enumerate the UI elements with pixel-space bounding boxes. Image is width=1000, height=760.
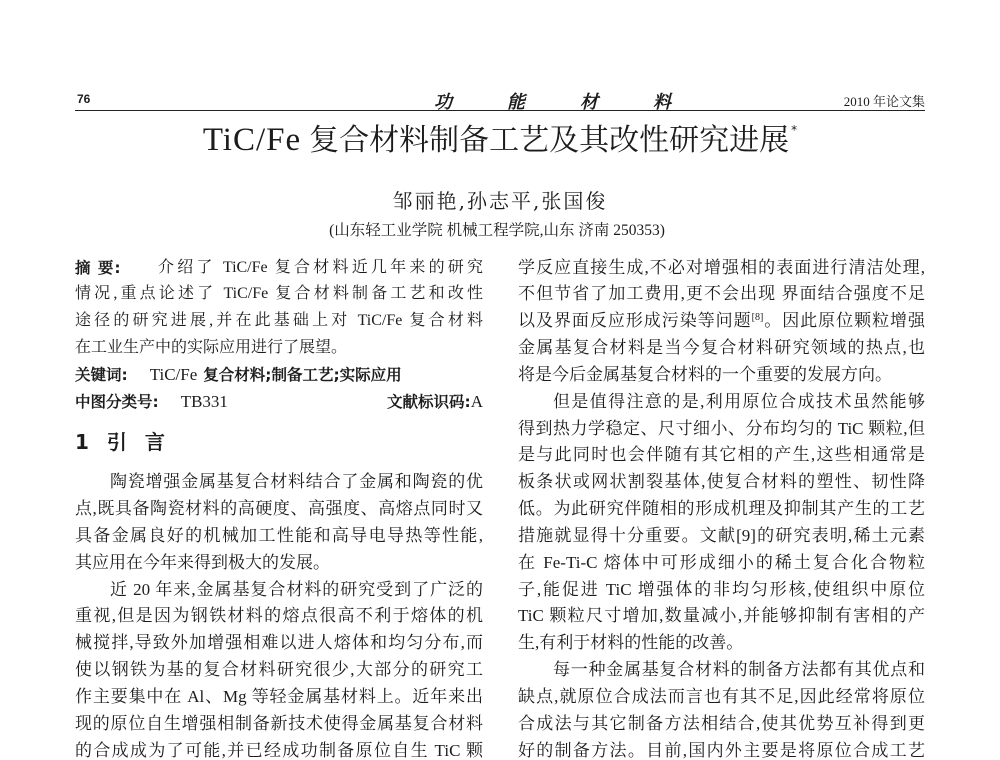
left-column [75,255,483,760]
paragraph [518,389,925,657]
abstract-label: 摘 要: [75,258,122,277]
text-line: 具备金属良好的机械加工性能和高导电导热等性能, [75,525,483,545]
citation-ref: [8] [751,312,764,324]
text-line: 学反应直接生成,不必对增强相的表面进行清洁处理, [518,257,925,277]
clc-value: TB331 [180,391,228,411]
keywords-items: 复合材料;制备工艺;实际应用 [203,365,402,384]
title-footnote-mark: * [791,123,798,137]
doc-code-label: 文献标识码: [387,392,471,411]
abstract-line: 情况,重点论述了 TiC/Fe 复合材料制备工艺和改性 [75,285,483,303]
text-line: TiC 颗粒尺寸增加,数量减小,并能够抑制有害相的产 [518,606,925,626]
abstract-line: 在工业生产中的实际应用进行了展望。 [75,339,348,357]
text-segment: 。因此原位颗粒增强 [763,311,926,331]
keywords-label: 关键词: [75,365,128,384]
keywords-line [75,362,483,389]
text-line: 将是今后金属基复合材料的一个重要的发展方向。 [518,364,892,384]
article-title [0,121,1000,160]
text-line: 械搅拌,导致外加增强相难以进人熔体和均匀分布,而 [75,633,483,653]
text-line [518,308,925,335]
text-line: 但是值得注意的是,利用原位合成技术虽然能够 [553,391,925,411]
abstract-line [75,255,483,282]
clc-label: 中图分类号: [75,392,159,411]
text-line: 缺点,就原位合成法而言也有其不足,因此经常将原位 [518,687,925,706]
affiliation: (山东轻工业学院 机械工程学院,山东 济南 250353) [329,222,665,239]
paragraph [518,657,925,760]
text-line: 近 20 年来,金属基复合材料的研究受到了广泛的 [110,579,483,599]
text-line: 好的制备方法。目前,国内外主要是将原位合成工艺 [518,740,925,760]
section-number: 1 [75,429,89,454]
text-line: 是与此同时也会伴随有其它相的产生,这些相通常是 [518,445,925,465]
text-line: 陶瓷增强金属基复合材料结合了金属和陶瓷的优 [110,472,483,492]
text-line: 金属基复合材料是当今复合材料研究领域的热点,也 [518,338,925,358]
paragraph [75,577,483,760]
text-line: 措施就显得十分重要。文献[9]的研究表明,稀土元素 [518,525,925,545]
journal-name: 功能材料 [434,92,726,113]
section-title: 引言 [106,429,183,454]
section-heading [75,416,483,470]
clc-group [75,389,228,416]
keywords-prefix: TiC/Fe [149,364,198,384]
abstract-text: 介绍了 TiC/Fe 复合材料近几年来的研究 [158,258,483,276]
text-segment: 以及界面反应形成污染等问题 [518,311,752,331]
text-line: 低。为此研究伴随相的形成机理及抑制其产生的工艺 [518,499,925,519]
classification-line [75,389,483,416]
paragraph [75,469,483,576]
page-number: 76 [77,92,91,106]
text-line: 板条状或网状割裂基体,使复合材料的塑性、韧性降 [518,472,925,492]
doc-code-value: A [470,391,483,411]
text-line: 不但节省了加工费用,更不会出现 界面结合强度不足 [518,284,925,304]
title-latin: TiC/Fe [202,122,302,158]
text-line: 子,能促进 TiC 增强体的非均匀形核,使组织中原位 [518,579,925,599]
text-line: 在 Fe-Ti-C 熔体中可形成细小的稀土复合化合物粒 [518,552,925,572]
paragraph [518,255,925,389]
text-line: 其应用在今年来得到极大的发展。 [75,552,330,572]
collection-label: 2010 年论文集 [843,94,925,109]
text-line: 使以钢铁为基的复合材料研究很少,大部分的研究工 [75,660,483,680]
doc-code-group [387,389,483,416]
author-list: 邹丽艳,孙志平,张国俊 [392,189,608,213]
text-line: 点,既具备陶瓷材料的高硬度、高强度、高熔点同时又 [75,499,483,519]
text-line: 合成法与其它制备方法相结合,使其优势互补得到更 [518,713,925,733]
text-line: 生,有利于材料的性能的改善。 [518,633,744,653]
abstract-line: 途径的研究进展,并在此基础上对 TiC/Fe 复合材料 [75,312,483,330]
right-column [518,255,925,760]
text-line: 的合成成为了可能,并已经成功制备原位自生 TiC 颗 [75,740,483,760]
text-line: 作主要集中在 Al、Mg 等轻金属基材料上。近年来出 [75,687,483,706]
text-line: 得到热力学稳定、尺寸细小、分布均匀的 TiC 颗粒,但 [518,418,925,438]
header-rule [75,110,925,111]
title-cjk: 复合材料制备工艺及其改性研究进展 [309,123,790,158]
text-line: 重视,但是因为钢铁材料的熔点很高不利于熔体的机 [75,606,483,626]
text-line: 每一种金属基复合材料的制备方法都有其优点和 [553,660,925,680]
text-line: 现的原位自生增强相制备新技术使得金属基复合材料 [75,713,483,733]
